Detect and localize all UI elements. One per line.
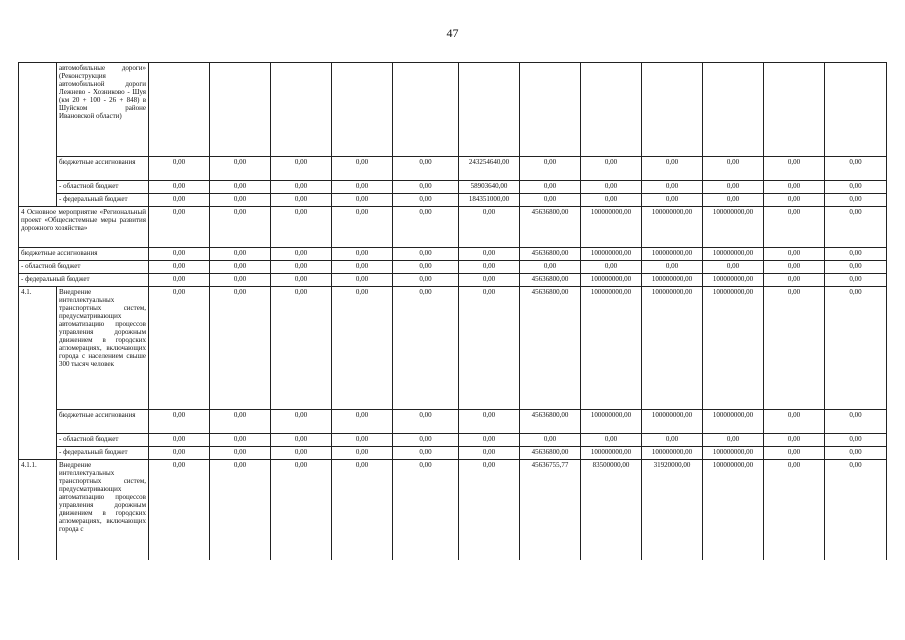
value-cell: 0,00 [393, 434, 459, 447]
value-cell: 100000000,00 [581, 287, 642, 410]
row-id-cell: 4.1. [19, 287, 57, 460]
value-cell: 0,00 [581, 181, 642, 194]
value-cell: 0,00 [703, 194, 764, 207]
value-cell: 0,00 [332, 410, 393, 434]
value-cell: 0,00 [825, 261, 887, 274]
value-cell: 0,00 [271, 274, 332, 287]
value-cell: 0,00 [271, 261, 332, 274]
table-row [19, 157, 887, 181]
value-cell: 0,00 [459, 207, 520, 248]
value-cell: 0,00 [210, 261, 271, 274]
value-cell: 0,00 [332, 181, 393, 194]
value-cell: 0,00 [210, 157, 271, 181]
table-row [19, 261, 887, 274]
value-cell: 0,00 [825, 287, 887, 410]
table-row [19, 194, 887, 207]
value-cell: 0,00 [210, 447, 271, 460]
value-cell: 100000000,00 [703, 410, 764, 434]
value-cell [149, 63, 210, 157]
value-cell [393, 63, 459, 157]
value-cell: 0,00 [393, 181, 459, 194]
value-cell: 0,00 [210, 410, 271, 434]
row-name-cell: Внедрение интеллектуальных транспортных систем, предусматривающих автоматизацию процессов управления дорожным движением в городских агломерациях, включающих города с населением свыше 300 тысяч человек [57, 287, 149, 410]
value-cell: 45636800,00 [520, 248, 581, 261]
value-cell: 0,00 [393, 447, 459, 460]
value-cell: 0,00 [271, 410, 332, 434]
value-cell: 0,00 [764, 157, 825, 181]
value-cell: 0,00 [149, 410, 210, 434]
value-cell: 0,00 [520, 181, 581, 194]
row-name-cell: - федеральный бюджет [57, 447, 149, 460]
value-cell: 58903640,00 [459, 181, 520, 194]
value-cell: 0,00 [149, 261, 210, 274]
value-cell: 0,00 [825, 447, 887, 460]
value-cell: 0,00 [642, 261, 703, 274]
value-cell: 0,00 [332, 207, 393, 248]
value-cell: 100000000,00 [642, 207, 703, 248]
value-cell: 0,00 [149, 207, 210, 248]
budget-table [18, 62, 887, 560]
row-name-cell: - областной бюджет [57, 181, 149, 194]
value-cell: 0,00 [332, 460, 393, 560]
value-cell: 0,00 [764, 460, 825, 560]
value-cell: 0,00 [581, 434, 642, 447]
value-cell: 184351000,00 [459, 194, 520, 207]
value-cell: 0,00 [332, 287, 393, 410]
value-cell: 100000000,00 [703, 207, 764, 248]
row-name-cell: бюджетные ассигнования [19, 248, 149, 261]
value-cell: 0,00 [393, 248, 459, 261]
value-cell: 0,00 [764, 194, 825, 207]
value-cell: 0,00 [149, 434, 210, 447]
value-cell: 0,00 [825, 274, 887, 287]
value-cell [520, 63, 581, 157]
value-cell [332, 63, 393, 157]
value-cell: 45636800,00 [520, 274, 581, 287]
value-cell: 0,00 [581, 157, 642, 181]
value-cell: 0,00 [210, 434, 271, 447]
value-cell: 0,00 [332, 434, 393, 447]
value-cell: 0,00 [642, 434, 703, 447]
value-cell: 100000000,00 [642, 274, 703, 287]
value-cell: 0,00 [271, 447, 332, 460]
value-cell: 0,00 [642, 157, 703, 181]
value-cell: 243254640,00 [459, 157, 520, 181]
value-cell: 100000000,00 [703, 447, 764, 460]
value-cell: 0,00 [271, 207, 332, 248]
value-cell: 0,00 [149, 274, 210, 287]
value-cell [459, 63, 520, 157]
value-cell: 100000000,00 [703, 460, 764, 560]
value-cell: 0,00 [393, 194, 459, 207]
row-name-cell: - областной бюджет [19, 261, 149, 274]
row-name-cell: Внедрение интеллектуальных транспортных систем, предусматривающих автоматизацию процессов управления дорожным движением в городских агломерациях, включающих города с [57, 460, 149, 560]
value-cell: 0,00 [703, 434, 764, 447]
value-cell: 0,00 [764, 207, 825, 248]
value-cell: 0,00 [271, 181, 332, 194]
row-name-cell: автомобильные дороги» (Реконструкция автомобильной дороги Лежнево - Хозниково - Шуя (км 20 + 100 - 26 + 848) в Шуйском районе Ивановской области) [57, 63, 149, 157]
value-cell: 0,00 [459, 410, 520, 434]
value-cell: 0,00 [825, 207, 887, 248]
value-cell: 0,00 [703, 157, 764, 181]
value-cell: 100000000,00 [703, 274, 764, 287]
value-cell: 0,00 [581, 194, 642, 207]
value-cell: 0,00 [149, 460, 210, 560]
row-id-cell: 4.1.1. [19, 460, 57, 560]
value-cell: 0,00 [520, 434, 581, 447]
value-cell: 0,00 [149, 248, 210, 261]
value-cell: 0,00 [149, 287, 210, 410]
value-cell: 0,00 [271, 248, 332, 261]
value-cell: 0,00 [332, 447, 393, 460]
row-name-cell: - областной бюджет [57, 434, 149, 447]
row-name-cell: бюджетные ассигнования [57, 410, 149, 434]
value-cell: 0,00 [459, 434, 520, 447]
value-cell: 100000000,00 [703, 287, 764, 410]
value-cell: 0,00 [393, 207, 459, 248]
value-cell: 100000000,00 [642, 248, 703, 261]
row-name-cell: 4 Основное мероприятие «Региональный проект «Общесистемные меры развития дорожного хозяйства» [19, 207, 149, 248]
value-cell: 83500000,00 [581, 460, 642, 560]
value-cell: 0,00 [764, 181, 825, 194]
value-cell: 100000000,00 [581, 274, 642, 287]
value-cell [271, 63, 332, 157]
value-cell: 0,00 [825, 181, 887, 194]
value-cell: 100000000,00 [581, 207, 642, 248]
value-cell: 0,00 [459, 460, 520, 560]
value-cell: 0,00 [393, 261, 459, 274]
value-cell: 0,00 [210, 287, 271, 410]
value-cell: 0,00 [703, 181, 764, 194]
row-name-cell: - федеральный бюджет [57, 194, 149, 207]
value-cell: 0,00 [332, 274, 393, 287]
value-cell: 0,00 [764, 261, 825, 274]
table-row [19, 434, 887, 447]
value-cell: 0,00 [332, 194, 393, 207]
value-cell [210, 63, 271, 157]
value-cell [764, 63, 825, 157]
value-cell: 0,00 [459, 261, 520, 274]
value-cell: 0,00 [393, 287, 459, 410]
value-cell [642, 63, 703, 157]
value-cell: 0,00 [393, 157, 459, 181]
value-cell: 100000000,00 [703, 248, 764, 261]
value-cell: 0,00 [271, 194, 332, 207]
value-cell: 100000000,00 [581, 248, 642, 261]
value-cell: 0,00 [764, 287, 825, 410]
value-cell: 0,00 [459, 287, 520, 410]
value-cell: 0,00 [393, 460, 459, 560]
value-cell [703, 63, 764, 157]
value-cell [581, 63, 642, 157]
table-row [19, 287, 887, 410]
value-cell: 0,00 [271, 287, 332, 410]
value-cell [825, 63, 887, 157]
value-cell: 0,00 [642, 194, 703, 207]
value-cell: 0,00 [210, 194, 271, 207]
table-row [19, 460, 887, 560]
value-cell: 0,00 [520, 194, 581, 207]
value-cell: 0,00 [332, 248, 393, 261]
value-cell: 0,00 [825, 157, 887, 181]
value-cell: 0,00 [825, 434, 887, 447]
row-name-cell: бюджетные ассигнования [57, 157, 149, 181]
page-number: 47 [446, 26, 459, 40]
value-cell: 100000000,00 [642, 287, 703, 410]
value-cell: 0,00 [459, 274, 520, 287]
value-cell: 0,00 [459, 248, 520, 261]
value-cell: 0,00 [764, 410, 825, 434]
value-cell: 100000000,00 [642, 410, 703, 434]
value-cell: 0,00 [764, 274, 825, 287]
value-cell: 0,00 [825, 248, 887, 261]
value-cell: 0,00 [210, 274, 271, 287]
value-cell: 100000000,00 [642, 447, 703, 460]
value-cell: 0,00 [825, 460, 887, 560]
table-row [19, 447, 887, 460]
value-cell: 0,00 [581, 261, 642, 274]
value-cell: 45636800,00 [520, 410, 581, 434]
value-cell: 45636800,00 [520, 447, 581, 460]
value-cell: 45636800,00 [520, 287, 581, 410]
row-name-cell: - федеральный бюджет [19, 274, 149, 287]
value-cell: 0,00 [764, 434, 825, 447]
value-cell: 0,00 [210, 207, 271, 248]
value-cell: 0,00 [520, 261, 581, 274]
table-row [19, 410, 887, 434]
value-cell: 0,00 [764, 447, 825, 460]
table-row [19, 207, 887, 248]
value-cell: 0,00 [210, 248, 271, 261]
value-cell: 0,00 [149, 194, 210, 207]
value-cell: 0,00 [459, 447, 520, 460]
table-row [19, 63, 887, 157]
value-cell: 100000000,00 [581, 410, 642, 434]
value-cell: 0,00 [520, 157, 581, 181]
value-cell: 0,00 [149, 447, 210, 460]
value-cell: 0,00 [210, 181, 271, 194]
value-cell: 0,00 [149, 157, 210, 181]
value-cell: 100000000,00 [581, 447, 642, 460]
value-cell: 0,00 [271, 460, 332, 560]
value-cell: 0,00 [332, 261, 393, 274]
value-cell: 0,00 [825, 410, 887, 434]
value-cell: 0,00 [210, 460, 271, 560]
table-row [19, 274, 887, 287]
value-cell: 0,00 [764, 248, 825, 261]
row-id-cell [19, 63, 57, 207]
value-cell: 0,00 [271, 157, 332, 181]
value-cell: 0,00 [393, 274, 459, 287]
value-cell: 0,00 [825, 194, 887, 207]
table-row [19, 248, 887, 261]
value-cell: 0,00 [332, 157, 393, 181]
value-cell: 0,00 [703, 261, 764, 274]
table-row [19, 181, 887, 194]
value-cell: 0,00 [149, 181, 210, 194]
value-cell: 0,00 [393, 410, 459, 434]
value-cell: 0,00 [642, 181, 703, 194]
value-cell: 45636755,77 [520, 460, 581, 560]
value-cell: 31920000,00 [642, 460, 703, 560]
value-cell: 45636800,00 [520, 207, 581, 248]
value-cell: 0,00 [271, 434, 332, 447]
